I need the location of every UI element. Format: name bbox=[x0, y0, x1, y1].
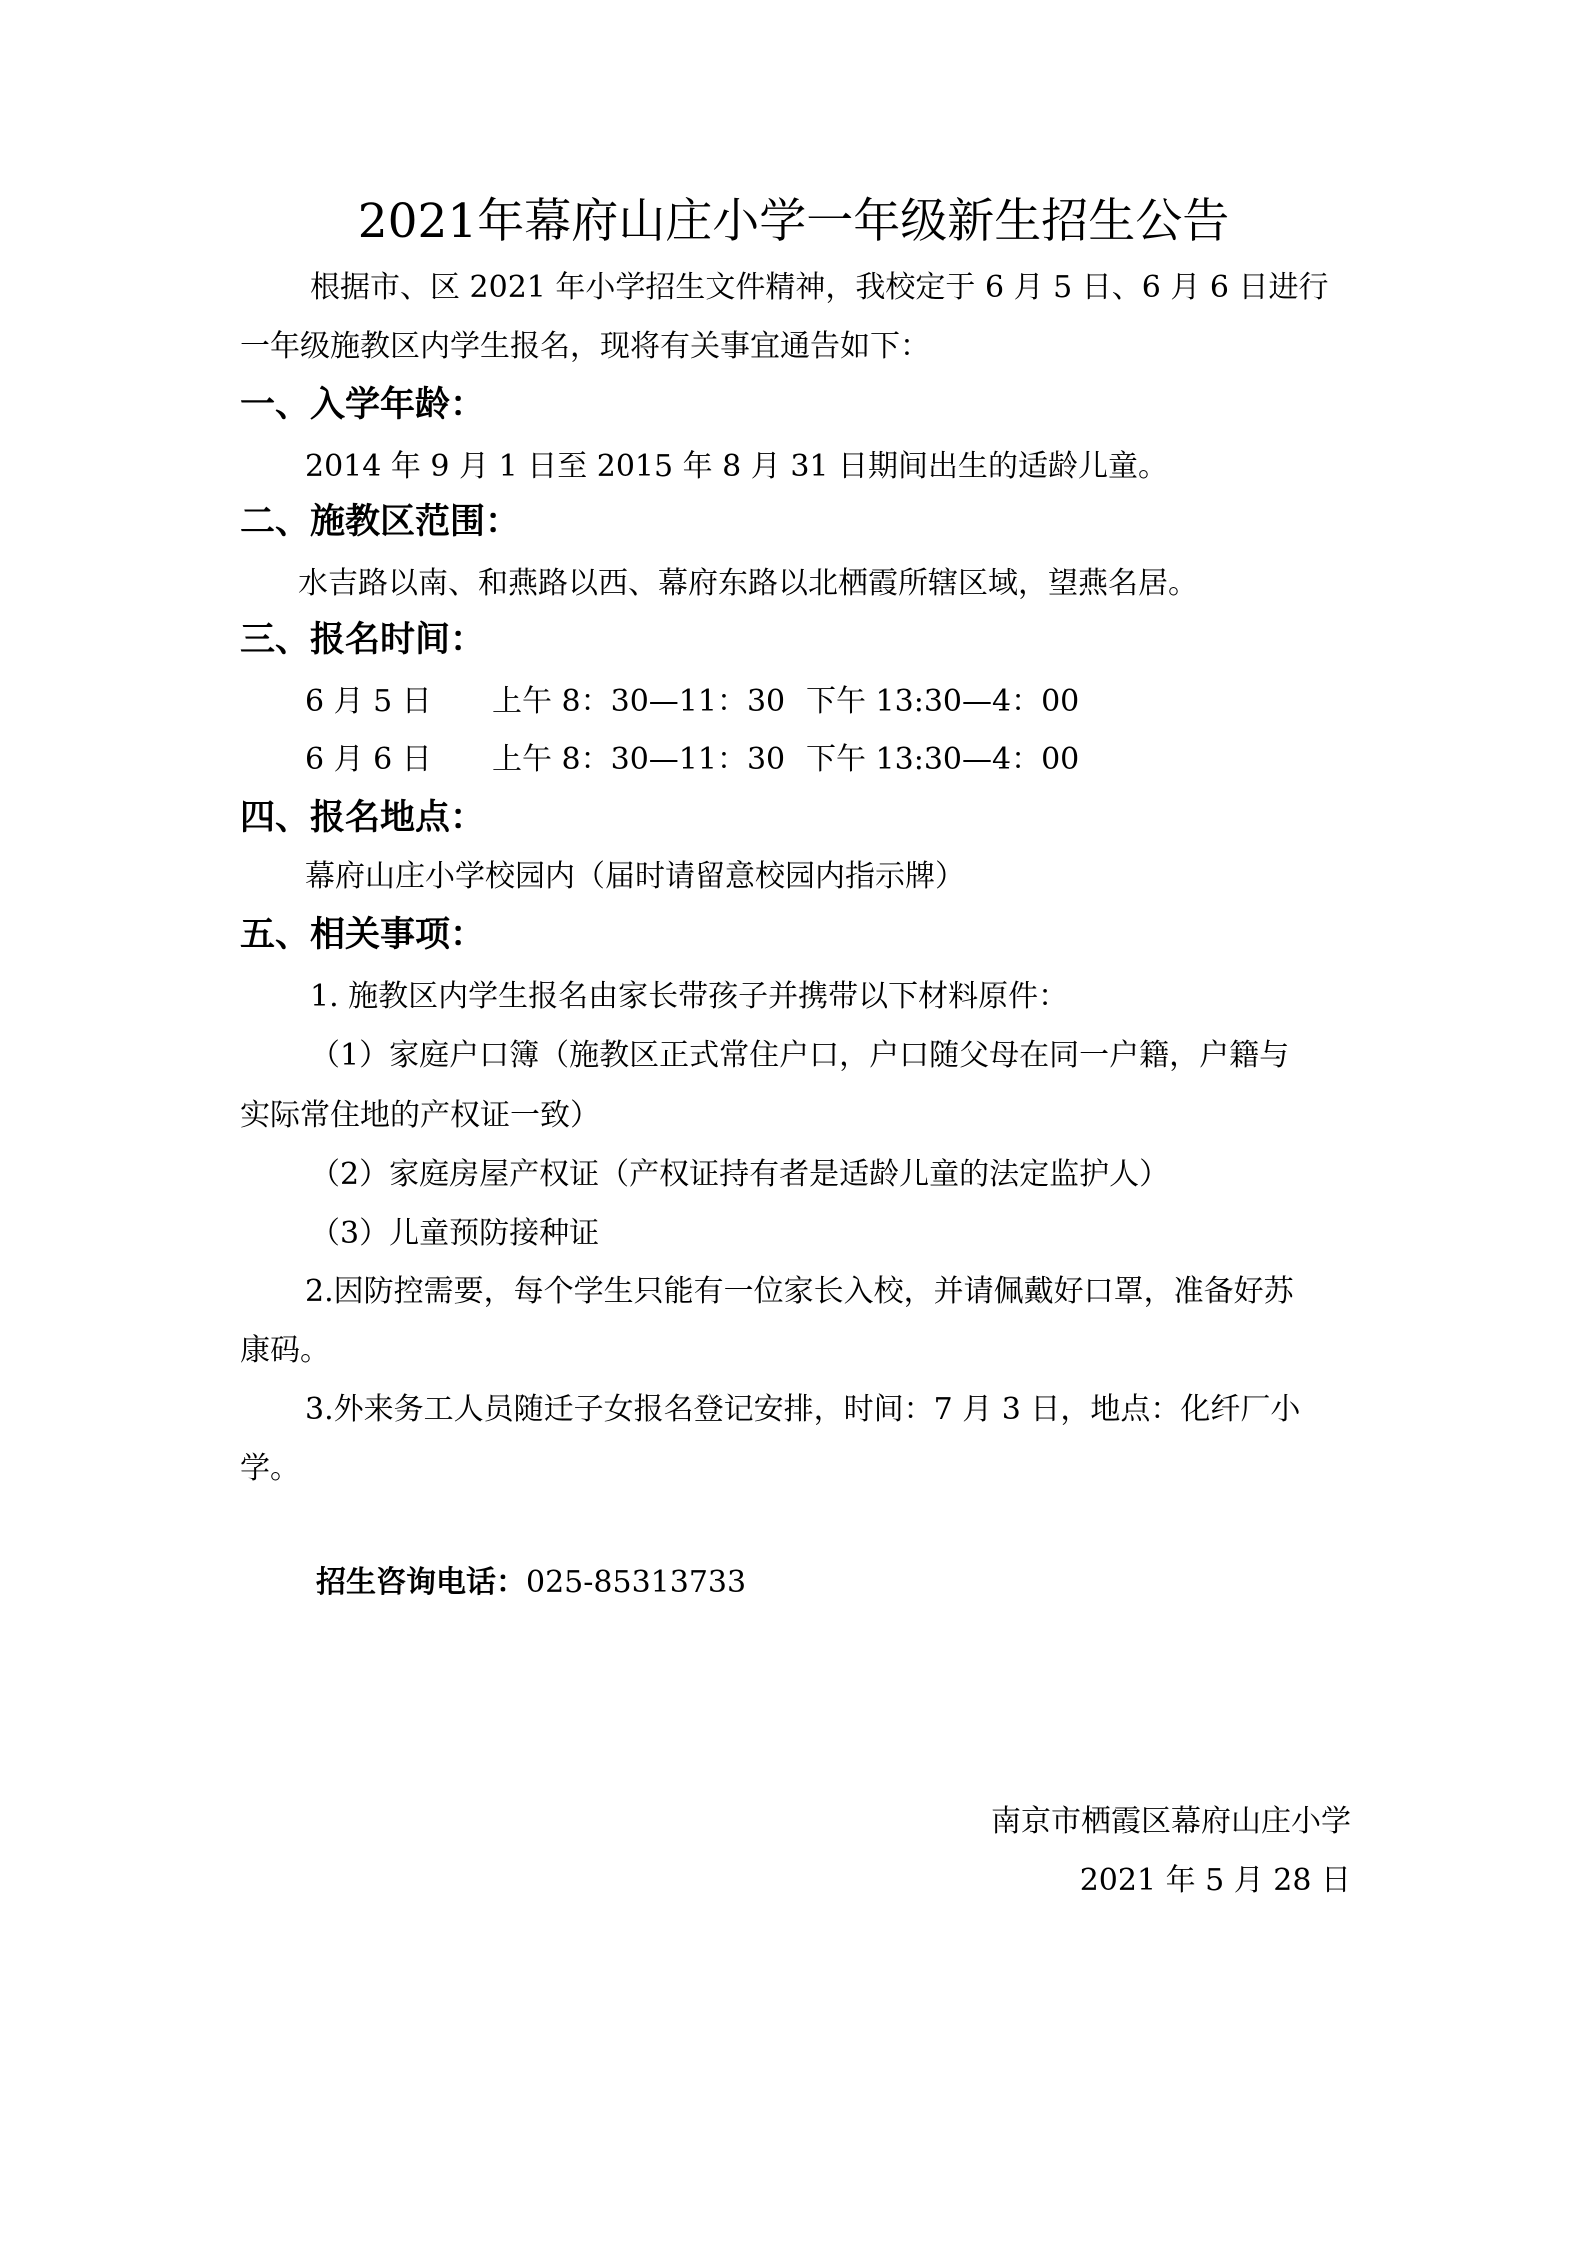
time-row-afternoon: 下午 13:30—4：00 bbox=[806, 742, 1080, 777]
section-heading-age: 一、入学年龄： bbox=[240, 385, 486, 425]
matters-sub-1-line-1: （1）家庭户口簿（施教区正式常住户口，户口随父母在同一户籍，户籍与 bbox=[310, 1038, 1290, 1073]
age-text: 2014 年 9 月 1 日至 2015 年 8 月 31 日期间出生的适龄儿童。 bbox=[305, 449, 1169, 484]
section-heading-matters: 五、相关事项： bbox=[240, 915, 486, 955]
intro-line-2: 一年级施教区内学生报名，现将有关事宜通告如下： bbox=[240, 329, 930, 364]
matters-sub-3: （3）儿童预防接种证 bbox=[310, 1216, 600, 1251]
section-heading-time: 三、报名时间： bbox=[240, 620, 486, 660]
contact-phone: 025-85313733 bbox=[526, 1565, 747, 1600]
time-row-morning: 上午 8：30—11：30 bbox=[492, 684, 786, 719]
matters-item-3-line-1: 3.外来务工人员随迁子女报名登记安排，时间：7 月 3 日，地点：化纤厂小 bbox=[305, 1392, 1301, 1427]
signature-org: 南京市栖霞区幕府山庄小学 bbox=[991, 1804, 1351, 1839]
matters-item-2-line-1: 2.因防控需要，每个学生只能有一位家长入校，并请佩戴好口罩，准备好苏 bbox=[305, 1274, 1294, 1309]
intro-line-1: 根据市、区 2021 年小学招生文件精神，我校定于 6 月 5 日、6 月 6 日进行 bbox=[310, 270, 1329, 305]
matters-item-2-line-2: 康码。 bbox=[240, 1333, 330, 1368]
matters-item-1: 1. 施教区内学生报名由家长带孩子并携带以下材料原件： bbox=[310, 979, 1069, 1014]
matters-sub-2: （2）家庭房屋产权证（产权证持有者是适龄儿童的法定监护人） bbox=[310, 1157, 1170, 1192]
section-heading-district: 二、施教区范围： bbox=[240, 502, 521, 542]
place-text: 幕府山庄小学校园内（届时请留意校园内指示牌） bbox=[305, 859, 965, 894]
page-title: 2021年幕府山庄小学一年级新生招生公告 bbox=[357, 194, 1230, 249]
section-heading-place: 四、报名地点： bbox=[240, 798, 486, 838]
matters-item-3-line-2: 学。 bbox=[240, 1451, 300, 1486]
signature-date: 2021 年 5 月 28 日 bbox=[1079, 1863, 1351, 1898]
district-text: 水吉路以南、和燕路以西、幕府东路以北栖霞所辖区域，望燕名居。 bbox=[298, 566, 1198, 601]
matters-sub-1-line-2: 实际常住地的产权证一致） bbox=[240, 1098, 600, 1133]
time-row-date: 6 月 6 日 bbox=[305, 742, 432, 777]
time-row-afternoon: 下午 13:30—4：00 bbox=[806, 684, 1080, 719]
contact-line bbox=[316, 1563, 746, 1603]
contact-label: 招生咨询电话： bbox=[316, 1565, 526, 1600]
time-row-date: 6 月 5 日 bbox=[305, 684, 432, 719]
time-row-morning: 上午 8：30—11：30 bbox=[492, 742, 786, 777]
